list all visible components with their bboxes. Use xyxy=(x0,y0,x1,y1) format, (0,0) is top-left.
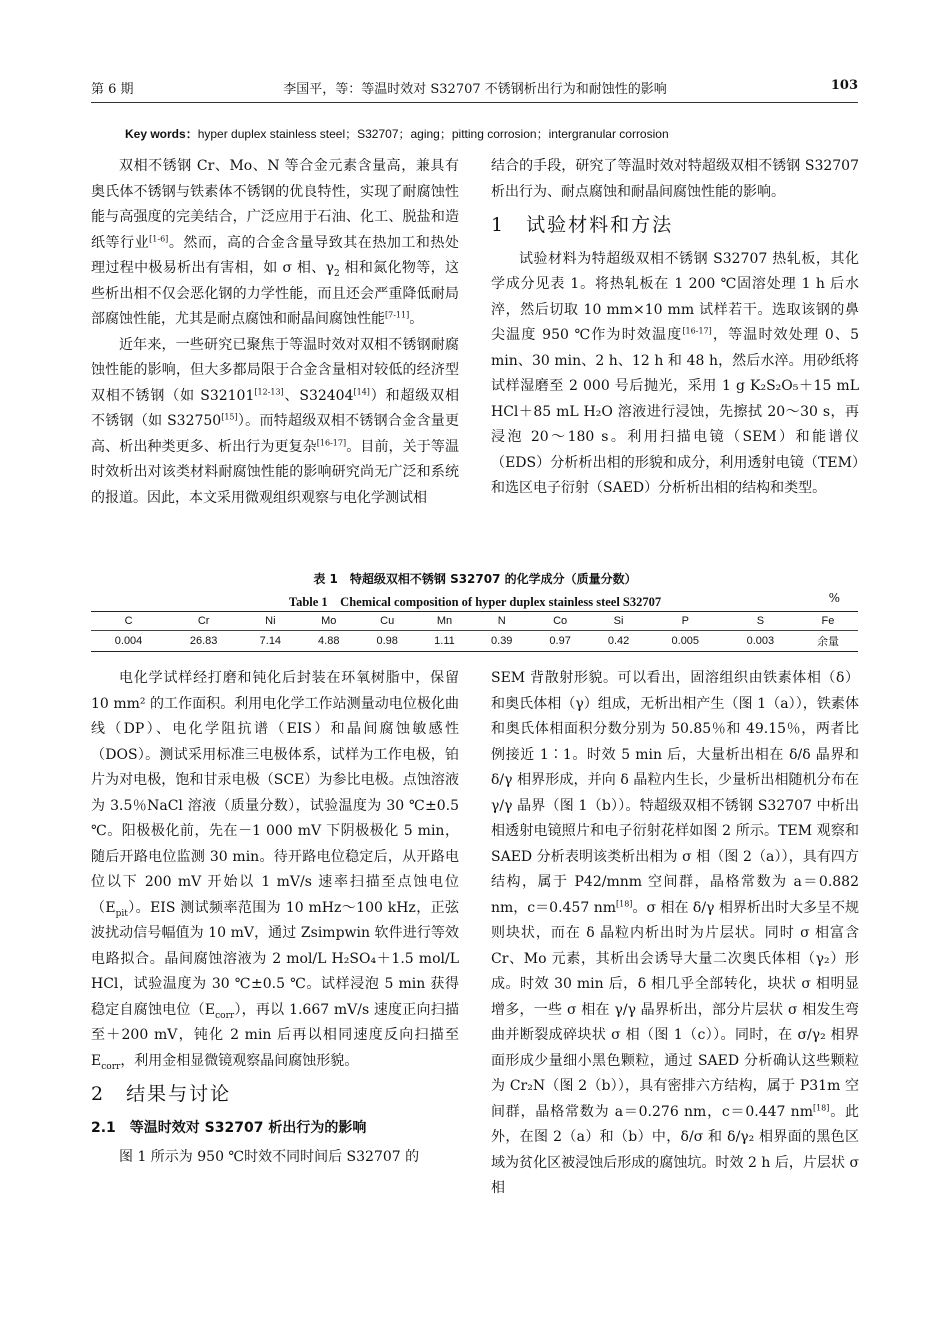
table-caption-cn: 表 1 特超级双相不锈钢 S32707 的化学成分（质量分数） xyxy=(313,572,637,586)
results-paragraph-cont: SEM 背散射形貌。可以看出，固溶组织由铁素体相（δ）和奥氏体相（γ）组成，无析出相产生（图 1（a）），铁素体和奥氏体相面积分数分别为 50.85％和 49.15％，两者比例接近 1∶1。时效 5 min 后，大量析出相在 δ/δ 晶界和 δ/γ 相界形成，并向 δ 晶粒内生长，少量析出相随机分布在 γ/γ 晶界（图 1（b））。特超级双相不锈钢 S32707 中析出相透射电镜照片和电子衍射花样如图 2 所示。TEM 观察和 SAED 分析表明该类析出相为 σ 相（图 2（a）），具有四方结构，属于 P42/mnm 空间群，晶格常数为 a＝0.882 nm，c＝0.457 nm[18]。σ 相在 δ/γ 相界析出时大多呈不规则块状，而在 δ 晶粒内析出时为片层状。同时 σ 相富含 Cr、Mo 元素，其析出会诱导大量二次奥氏体相（γ₂）形成。时效 30 min 后，δ 相几乎全部转化，块状 σ 相明显增多，一些 σ 相在 γ/γ 晶界析出，部分片层状 σ 相发生弯曲并断裂成碎块状 σ 相（图 1（c））。同时，在 σ/γ₂ 相界面形成少量细小黑色颗粒，通过 SAED 分析确认这些颗粒为 Cr₂N（图 2（b）），具有密排六方结构，属于 P31m 空间群，晶格常数为 a＝0.276 nm，c＝0.447 nm[18]。此外，在图 2（a）和（b）中，δ/σ 和 δ/γ₂ 相界面的黑色区域为贫化区被浸蚀后形成的腐蚀坑。时效 2 h 后，片层状 σ 相 xyxy=(491,670,860,1196)
table-cell: 7.14 xyxy=(259,635,282,647)
journal-issue: 第 6 期 xyxy=(91,82,134,97)
table-cell: 0.97 xyxy=(549,635,571,647)
table-header-cell: S xyxy=(756,615,765,627)
table-header-cell: N xyxy=(497,615,506,627)
table-cell: 0.39 xyxy=(491,635,513,647)
table-header-cell: Mo xyxy=(321,615,337,627)
table-header-cell: Co xyxy=(553,615,568,627)
methods-paragraph-2: 电化学试样经打磨和钝化后封装在环氧树脂中，保留 10 mm² 的工作面积。利用电化学工作站测量动电位极化曲线（DP）、电化学阻抗谱（EIS）和晶间腐蚀敏感性（DOS）。测试采用标准三电极体系，试样为工作电极，铂片为对电极，饱和甘汞电极（SCE）为参比电极。点蚀溶液为 3.5％NaCl 溶液（质量分数），试验温度为 30 ℃±0.5 ℃。阳极极化前，先在－1 000 mV 下阴极极化 5 min，随后开路电位监测 30 min。待开路电位稳定后，从开路电位以下 200 mV 开始以 1 mV/s 速率扫描至点蚀电位$(E_{pit})$。EIS 测试频率范围为 10 mHz～100 kHz，正弦波扰动信号幅值为 10 mV，通过 Zsimpwin 软件进行等效电路拟合。晶间腐蚀溶液为 2 mol/L H₂SO₄＋1.5 mol/L HCl，试验温度为 30 ℃±0.5 ℃。试样浸泡 5 min 获得稳定自腐蚀电位$(E_{corr})$，再以 1.667 mV/s 速度正向扫描至＋200 mV，钝化 2 min 后再以相同速度反向扫描至 $E_{corr}$，利用金相显微镜观察晶间腐蚀形貌。 xyxy=(91,670,459,1072)
intro-paragraph-1: 双相不锈钢 Cr、Mo、N 等合金元素含量高，兼具有奥氏体不锈钢与铁素体不锈钢的优良特性，实现了耐腐蚀性能与高强度的完美结合，广泛应用于石油、化工、脱盐和造纸等行业[1-6]。然而，高的合金含量导致其在热加工和热处理过程中极易析出有害相，如 σ 相、$\gamma_2$ 相和氮化物等，这些析出相不仅会恶化钢的力学性能，而且还会严重降低耐局部腐蚀性能，尤其是耐点腐蚀和耐晶间腐蚀性能[7-11]。 xyxy=(91,158,460,327)
subsection-2-1-heading: 2.1 等温时效对 S32707 析出行为的影响 xyxy=(91,1119,367,1136)
table-cell: 1.11 xyxy=(434,635,455,647)
keywords: Key words：hyper duplex stainless steel；S32707；aging；pitting corrosion；intergranular corrosion xyxy=(125,127,669,141)
keywords-text: hyper duplex stainless steel；S32707；aging；pitting corrosion；intergranular corrosion xyxy=(197,127,669,141)
table-cell: 0.003 xyxy=(746,635,775,647)
header-rule xyxy=(91,102,858,103)
table-row xyxy=(91,631,858,652)
table-cell: 26.83 xyxy=(189,635,218,647)
methods-paragraph-1: 试验材料为特超级双相不锈钢 S32707 热轧板，其化学成分见表 1。将热轧板在 1 200 ℃固溶处理 1 h 后水淬，然后切取 10 mm×10 mm 试样若干。选取该钢的鼻尖温度 950 ℃作为时效温度[16-17]，等温时效处理 0、5 min、30 min、2 h、12 h 和 48 h，然后水淬。用砂纸将试样湿磨至 2 000 号后抛光，采用 1 g K₂S₂O₅＋15 mL HCl＋85 mL H₂O 溶液进行浸蚀，先擦拭 20～30 s，再浸泡 20～180 s。利用扫描电镜（SEM）和能谱仪（EDS）分析析出相的形貌和成分，利用透射电镜（TEM）和选区电子衍射（SAED）分析析出相的结构和类型。 xyxy=(491,250,859,496)
results-paragraph-1: 图 1 所示为 950 ℃时效不同时间后 S32707 的 xyxy=(119,1149,420,1165)
running-title: 李国平，等：等温时效对 S32707 不锈钢析出行为和耐蚀性的影响 xyxy=(283,82,667,97)
right-column-bottom xyxy=(491,666,859,1202)
table-cell: 4.88 xyxy=(318,635,340,647)
intro-paragraph-cont: 结合的手段，研究了等温时效对特超级双相不锈钢 S32707 析出行为、耐点腐蚀和耐晶间腐蚀性能的影响。 xyxy=(491,158,859,200)
table-header-cell: P xyxy=(681,615,689,627)
section-2-heading: 2 结果与讨论 xyxy=(91,1083,232,1105)
keywords-label: Key words xyxy=(125,127,186,141)
intro-paragraph-2: 近年来，一些研究已聚焦于等温时效对双相不锈钢耐腐蚀性能的影响，但大多都局限于合金含量相对较低的经济型双相不锈钢（如 S32101[12-13]、S32404[14]）和超级双相不锈钢（如 S32750[15]）。而特超级双相不锈钢合金含量更高、析出种类更多、析出行为更复杂[16-17]。目前，关于等温时效析出对该类材料耐腐蚀性能的影响研究尚无广泛和系统的报道。因此，本文采用微观组织观察与电化学测试相 xyxy=(91,336,460,506)
table-header-row xyxy=(91,612,858,631)
table-cell: 0.42 xyxy=(607,635,630,647)
table-header-cell: Fe xyxy=(821,615,835,627)
table-header-cell: Mn xyxy=(436,615,453,627)
table-unit: % xyxy=(828,591,840,605)
table-caption-en: Table 1 Chemical composition of hyper duplex stainless steel S32707 xyxy=(288,595,662,609)
table-cell: 0.98 xyxy=(376,635,398,647)
table-header-cell: Si xyxy=(613,615,624,627)
right-column-top xyxy=(491,154,859,502)
table-cell: 0.005 xyxy=(671,635,700,647)
table-header-cell: Cr xyxy=(197,615,210,627)
table-header-cell: Ni xyxy=(265,615,276,627)
left-column-bottom xyxy=(91,666,459,1171)
section-1-heading: 1 试验材料和方法 xyxy=(491,214,674,236)
page-number: 103 xyxy=(830,78,858,93)
table-header-cell: Cu xyxy=(380,615,395,627)
table-header-cell: C xyxy=(124,615,133,627)
table-cell: 0.004 xyxy=(114,635,143,647)
table-cell: 余量 xyxy=(816,636,839,648)
composition-table xyxy=(91,611,858,652)
left-column-top xyxy=(91,154,459,511)
